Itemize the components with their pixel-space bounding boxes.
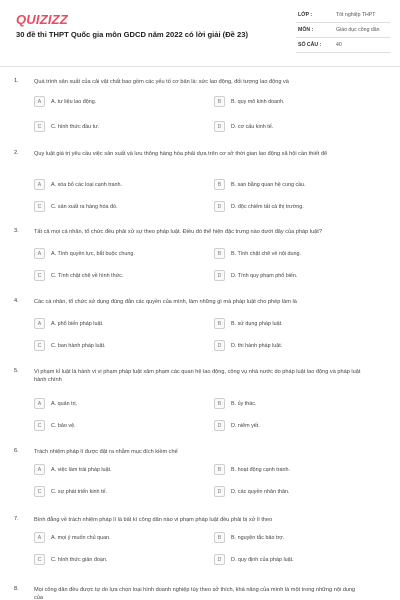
option-c[interactable]	[34, 340, 190, 351]
option-text: C. ban hành pháp luật.	[51, 342, 106, 349]
question-text: Trách nhiệm pháp lí được đặt ra nhằm mục đích kiềm chế	[34, 449, 178, 455]
question-text: Quy luật giá trị yêu cầu việc sản xuất và lưu thông hàng hóa phải dựa trên cơ sở thời gian lao động xã hội cần thiết để	[34, 151, 328, 157]
option-c[interactable]	[34, 270, 190, 281]
option-letter: B	[214, 318, 225, 329]
option-letter: A	[34, 532, 45, 543]
option-text: C. bảo vệ.	[51, 422, 76, 429]
option-text: B. quy mô kinh doanh.	[231, 98, 285, 105]
option-letter: B	[214, 532, 225, 543]
option-a[interactable]	[34, 398, 190, 409]
meta-value: 40	[336, 42, 342, 48]
option-d[interactable]	[214, 486, 370, 497]
meta-row-subject	[296, 23, 390, 38]
option-b[interactable]	[214, 248, 370, 259]
option-text: B. nguyện tắc bảo trợ.	[231, 534, 285, 541]
meta-key: SỐ CÂU :	[298, 42, 322, 48]
question-text: Tất cả mọi cá nhân, tổ chức đều phải xử sự theo pháp luật. Điều đó thể hiện đặc trưng nào dưới đây của pháp luật?	[34, 229, 322, 235]
option-text: C. hình thức đầu tư.	[51, 123, 100, 130]
option-letter: A	[34, 464, 45, 475]
meta-value: Giáo dục công dân	[336, 27, 380, 33]
option-letter: C	[34, 270, 45, 281]
option-d[interactable]	[214, 121, 370, 132]
meta-row-count	[296, 38, 390, 53]
option-a[interactable]	[34, 96, 190, 107]
option-b[interactable]	[214, 532, 370, 543]
option-text: A. việc làm trái pháp luật.	[51, 466, 112, 473]
question-text: Các cá nhân, tổ chức sử dụng đúng đắn các quyền của mình, làm những gì mà pháp luật cho phép làm là	[34, 299, 297, 305]
option-letter: A	[34, 96, 45, 107]
option-letter: C	[34, 201, 45, 212]
option-d[interactable]	[214, 340, 370, 351]
question-number: 3.	[14, 228, 19, 234]
header-divider	[0, 66, 400, 67]
option-letter: A	[34, 248, 45, 259]
option-d[interactable]	[214, 270, 370, 281]
question-number: 1.	[14, 78, 19, 84]
meta-key: LỚP :	[298, 12, 313, 18]
option-text: A. tư liệu lao động.	[51, 98, 97, 105]
option-letter: C	[34, 340, 45, 351]
option-text: B. san bằng quan hệ cung cầu.	[231, 181, 306, 188]
option-letter: B	[214, 96, 225, 107]
option-b[interactable]	[214, 464, 370, 475]
option-text: C. hình thức giản đoạn.	[51, 556, 108, 563]
question-text: Quá trình sản xuất của cải vật chất bao gồm các yếu tố cơ bản là: sức lao động, đối tượng lao động và	[34, 79, 289, 85]
option-c[interactable]	[34, 486, 190, 497]
option-letter: D	[214, 554, 225, 565]
option-letter: C	[34, 486, 45, 497]
option-b[interactable]	[214, 318, 370, 329]
option-text: A. phổ biến pháp luật.	[51, 320, 104, 327]
question-text: Mọi công dân đều được tự do lựa chọn loại hình doanh nghiệp tùy theo sở thích, khả năng của mình là một trong những nội dung của	[34, 587, 356, 600]
option-c[interactable]	[34, 420, 190, 431]
option-text: D. Tính quy phạm phổ biến.	[231, 272, 298, 279]
option-d[interactable]	[214, 420, 370, 431]
option-text: D. quy định của pháp luật.	[231, 556, 294, 563]
option-text: C. Tính chặt chẽ về hình thức.	[51, 272, 124, 279]
option-letter: B	[214, 464, 225, 475]
option-c[interactable]	[34, 201, 190, 212]
option-a[interactable]	[34, 464, 190, 475]
option-b[interactable]	[214, 179, 370, 190]
option-text: D. thi hành pháp luật.	[231, 342, 283, 349]
question-number: 8.	[14, 586, 19, 592]
option-a[interactable]	[34, 248, 190, 259]
option-letter: D	[214, 121, 225, 132]
option-text: D. cơ cấu kinh tế.	[231, 123, 274, 130]
option-text: D. các quyền nhân thân.	[231, 488, 290, 495]
option-letter: C	[34, 420, 45, 431]
header	[0, 0, 400, 66]
option-text: A. Tính quyền lực, bắt buộc chung.	[51, 250, 135, 257]
quizizz-logo: QUIZIZZ	[16, 12, 68, 27]
option-text: C. sự phát triển kinh tế.	[51, 488, 108, 495]
option-letter: C	[34, 121, 45, 132]
meta-row-class	[296, 8, 390, 23]
option-c[interactable]	[34, 121, 190, 132]
option-letter: D	[214, 420, 225, 431]
question-number: 4.	[14, 298, 19, 304]
option-letter: B	[214, 248, 225, 259]
page-title: 30 đề thi THPT Quốc gia môn GDCD năm 2022 có lời giải (Đề 23)	[16, 30, 248, 39]
option-a[interactable]	[34, 532, 190, 543]
option-letter: C	[34, 554, 45, 565]
question-number: 5.	[14, 368, 19, 374]
option-c[interactable]	[34, 554, 190, 565]
option-letter: D	[214, 340, 225, 351]
option-a[interactable]	[34, 318, 190, 329]
option-text: C. sản xuất ra hàng hóa đó.	[51, 203, 118, 210]
option-letter: B	[214, 398, 225, 409]
option-text: D. độc chiếm tất cả thị trường.	[231, 203, 304, 210]
option-text: A. xóa bỏ các loại cạnh tranh.	[51, 181, 123, 188]
question-text: Bình đẳng về trách nhiệm pháp lí là bất kì công dân nào vi phạm pháp luật đều phải bị xử lí theo	[34, 517, 273, 523]
meta-key: MÔN :	[298, 27, 314, 33]
question-number: 6.	[14, 448, 19, 454]
option-letter: D	[214, 486, 225, 497]
meta-value: Tốt nghiệp THPT	[336, 12, 376, 18]
question-number: 2.	[14, 150, 19, 156]
option-text: B. hoạt động cạnh tranh.	[231, 466, 291, 473]
question-text: Vi phạm kỉ luật là hành vi vi phạm pháp luật xâm phạm các quan hệ lao động, công vụ nhà nước do pháp luật lao động và pháp luật hành chính	[34, 369, 361, 383]
option-a[interactable]	[34, 179, 190, 190]
option-letter: B	[214, 179, 225, 190]
option-text: B. Tính chặt chẽ về nội dung.	[231, 250, 302, 257]
option-letter: A	[34, 318, 45, 329]
meta-table	[296, 8, 390, 53]
option-d[interactable]	[214, 201, 370, 212]
option-letter: D	[214, 270, 225, 281]
option-letter: A	[34, 398, 45, 409]
option-b[interactable]	[214, 398, 370, 409]
option-letter: D	[214, 201, 225, 212]
question-number: 7.	[14, 516, 19, 522]
option-text: B. ủy thác.	[231, 400, 257, 407]
option-text: D. niêm yết.	[231, 422, 260, 429]
option-letter: A	[34, 179, 45, 190]
option-text: B. sử dụng pháp luật.	[231, 320, 283, 327]
option-text: A. mọi ý muốn chủ quan.	[51, 534, 111, 541]
option-b[interactable]	[214, 96, 370, 107]
option-text: A. quản trị.	[51, 400, 78, 407]
option-d[interactable]	[214, 554, 370, 565]
